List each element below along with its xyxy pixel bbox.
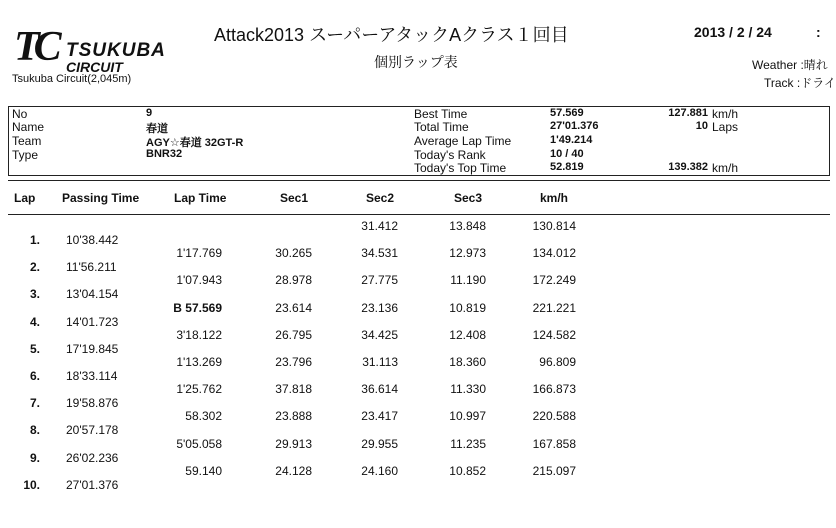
passing-time: 17'19.845 bbox=[66, 342, 119, 356]
lap-number: 8. bbox=[29, 423, 40, 437]
sector1-time: 23.796 bbox=[275, 355, 312, 369]
top-time-label: Today's Top Time bbox=[414, 161, 507, 175]
sector3-time: 18.360 bbox=[449, 355, 486, 369]
team-label: Team bbox=[12, 134, 42, 148]
car-type: BNR32 bbox=[146, 148, 183, 160]
top-speed: 139.382 bbox=[668, 161, 708, 173]
lap-time: B 57.569 bbox=[173, 301, 222, 315]
sector3-time: 11.330 bbox=[450, 382, 486, 396]
rank-label: Today's Rank bbox=[414, 148, 486, 162]
event-date: 2013 / 2 / 24 bbox=[694, 24, 772, 40]
todays-top-time: 52.819 bbox=[550, 161, 584, 173]
lap-number: 7. bbox=[29, 396, 40, 410]
laps-count: 10 bbox=[695, 120, 708, 132]
sector2-time: 34.425 bbox=[361, 328, 398, 342]
speed-kmh: 134.012 bbox=[532, 246, 576, 260]
sector1-time: 23.614 bbox=[275, 301, 312, 315]
lap-number: 3. bbox=[29, 287, 40, 301]
sector3-time: 12.408 bbox=[449, 328, 486, 342]
page-subtitle: 個別ラップ表 bbox=[374, 54, 458, 70]
type-label: Type bbox=[12, 148, 39, 162]
passing-time: 18'33.114 bbox=[66, 369, 118, 383]
passing-time: 11'56.211 bbox=[66, 260, 117, 274]
sector3-time: 10.997 bbox=[449, 409, 486, 423]
sector2-time: 29.955 bbox=[361, 437, 398, 451]
passing-time: 13'04.154 bbox=[66, 287, 119, 301]
total-time: 27'01.376 bbox=[550, 120, 599, 132]
sector1-time: 23.888 bbox=[275, 409, 312, 423]
speed-kmh: 130.814 bbox=[532, 219, 576, 233]
sector2-time: 23.136 bbox=[361, 301, 398, 315]
sector1-time: 24.128 bbox=[275, 464, 312, 478]
speed-kmh: 166.873 bbox=[532, 382, 576, 396]
lap-number: 4. bbox=[29, 315, 40, 329]
sector2-time: 31.113 bbox=[362, 355, 398, 369]
driver-name: 春道 bbox=[146, 123, 168, 135]
sector2-time: 23.417 bbox=[361, 409, 398, 423]
circuit-name: Tsukuba Circuit(2,045m) bbox=[12, 73, 132, 85]
sector1-time: 28.978 bbox=[275, 273, 312, 287]
sector2-time: 24.160 bbox=[361, 464, 398, 478]
avg-lap-time: 1'49.214 bbox=[550, 134, 593, 146]
best-speed: 127.881 bbox=[668, 107, 708, 119]
passing-time: 26'02.236 bbox=[66, 451, 119, 465]
best-time-label: Best Time bbox=[414, 107, 468, 121]
sector1-time: 37.818 bbox=[275, 382, 312, 396]
todays-rank: 10 / 40 bbox=[550, 148, 584, 160]
name-label: Name bbox=[12, 120, 45, 134]
lap-number: 9. bbox=[29, 451, 40, 465]
lap-number: 1. bbox=[29, 233, 40, 247]
lap-number: 2. bbox=[29, 260, 40, 274]
lap-time: 1'25.762 bbox=[176, 382, 222, 396]
speed-kmh: 220.588 bbox=[532, 409, 576, 423]
total-time-label: Total Time bbox=[414, 120, 469, 134]
lap-number: 10. bbox=[23, 478, 40, 492]
lap-number: 5. bbox=[29, 342, 40, 356]
track-condition: Track :ドライ bbox=[764, 76, 836, 90]
laps-unit: Laps bbox=[712, 120, 739, 134]
logo-subword: CIRCUIT bbox=[66, 59, 123, 75]
lap-time: 1'07.943 bbox=[176, 273, 222, 287]
lap-time: 59.140 bbox=[185, 464, 222, 478]
sector3-time: 10.819 bbox=[449, 301, 486, 315]
car-number: 9 bbox=[146, 107, 153, 119]
speed-kmh: 215.097 bbox=[532, 464, 576, 478]
sector3-time: 12.973 bbox=[449, 246, 486, 260]
col-sec3: Sec3 bbox=[454, 191, 483, 205]
lap-time: 1'17.769 bbox=[176, 246, 222, 260]
col-lap: Lap bbox=[14, 191, 36, 205]
col-sec1: Sec1 bbox=[280, 191, 309, 205]
sector1-time: 30.265 bbox=[275, 246, 312, 260]
sector1-time: 26.795 bbox=[275, 328, 312, 342]
passing-time: 27'01.376 bbox=[66, 478, 119, 492]
col-passing-time: Passing Time bbox=[62, 191, 140, 205]
speed-kmh: 167.858 bbox=[532, 437, 576, 451]
speed-kmh: 172.249 bbox=[532, 273, 576, 287]
passing-time: 19'58.876 bbox=[66, 396, 119, 410]
date-colon: : bbox=[816, 24, 821, 40]
page-title: Attack2013 スーパーアタックAクラス１回目 bbox=[214, 25, 569, 45]
best-speed-unit: km/h bbox=[712, 107, 739, 121]
table-header-rule bbox=[8, 214, 830, 215]
sector3-time: 11.190 bbox=[450, 273, 486, 287]
col-lap-time: Lap Time bbox=[174, 191, 227, 205]
lap-time: 1'13.269 bbox=[176, 355, 222, 369]
passing-time: 10'38.442 bbox=[66, 233, 119, 247]
top-speed-unit: km/h bbox=[712, 161, 739, 175]
team-name: AGY☆春道 32GT-R bbox=[146, 137, 244, 149]
col-sec2: Sec2 bbox=[366, 191, 395, 205]
table-top-rule bbox=[8, 180, 830, 181]
logo-mark: TC bbox=[14, 24, 56, 70]
speed-kmh: 96.809 bbox=[539, 355, 576, 369]
passing-time: 20'57.178 bbox=[66, 423, 119, 437]
sector3-time: 11.235 bbox=[450, 437, 486, 451]
lap-time: 5'05.058 bbox=[176, 437, 222, 451]
lap-time: 58.302 bbox=[185, 409, 222, 423]
col-kmh: km/h bbox=[540, 191, 569, 205]
lap-time: 3'18.122 bbox=[176, 328, 222, 342]
no-label: No bbox=[12, 107, 28, 121]
speed-kmh: 221.221 bbox=[532, 301, 576, 315]
avg-lap-label: Average Lap Time bbox=[414, 134, 512, 148]
sector2-time: 34.531 bbox=[361, 246, 398, 260]
lap-number: 6. bbox=[29, 369, 40, 383]
sector2-time: 36.614 bbox=[361, 382, 398, 396]
sector2-time: 31.412 bbox=[361, 219, 398, 233]
sector1-time: 29.913 bbox=[275, 437, 312, 451]
weather-text: Weather :晴れ bbox=[752, 58, 828, 72]
speed-kmh: 124.582 bbox=[532, 328, 576, 342]
sector3-time: 13.848 bbox=[449, 219, 486, 233]
sector3-time: 10.852 bbox=[449, 464, 486, 478]
logo-wordmark: TSUKUBA bbox=[66, 40, 166, 61]
passing-time: 14'01.723 bbox=[66, 315, 119, 329]
best-time: 57.569 bbox=[550, 107, 584, 119]
sector2-time: 27.775 bbox=[361, 273, 398, 287]
